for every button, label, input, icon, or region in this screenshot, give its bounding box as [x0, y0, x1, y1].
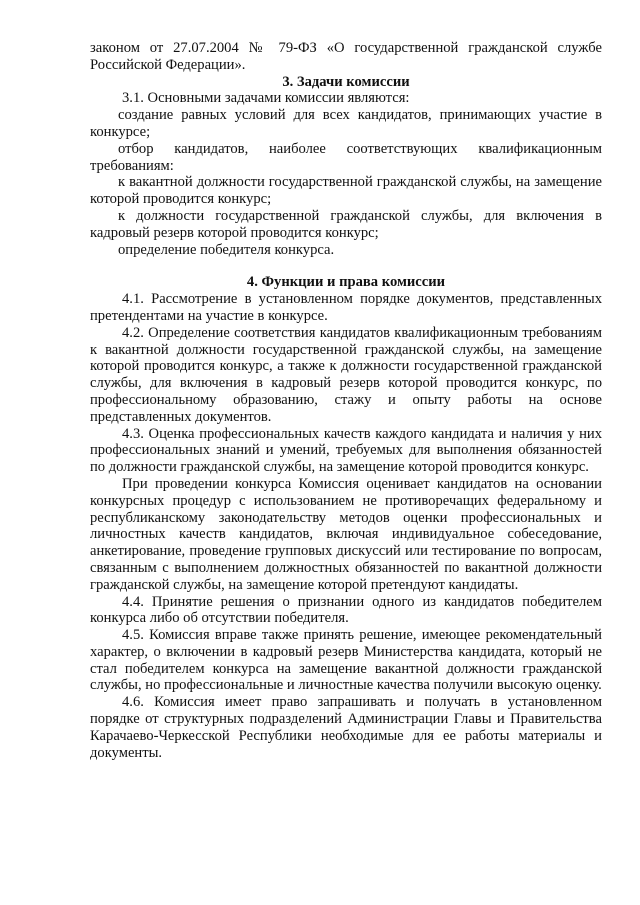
section-4-paragraph-7: 4.6. Комиссия имеет право запрашивать и получать в установленном порядке от структурных подразделений Администрации Главы и Правительства Карачаево-Черкесской Республики необходимые для ее работы материалы и документы.: [90, 694, 602, 761]
section-4-paragraph-3: 4.3. Оценка профессиональных качеств каждого кандидата и наличия у них профессиональных знаний и умений, требуемых для выполнения обязанностей по должности гражданской службы, на замещение которой проводится конкурс.: [90, 425, 602, 476]
section-3-paragraph-1: 3.1. Основными задачами комиссии являются:: [122, 90, 410, 107]
section-4-paragraph-6: 4.5. Комиссия вправе также принять решение, имеющее рекомендательный характер, о включении в кадровый резерв Министерства кандидата, который не стал победителем конкурса на замещение вакантной должности гражданской службы, но профессиональные и личностные качества получили высокую оценку.: [90, 627, 602, 694]
section-3-paragraph-5: к должности государственной гражданской службы, для включения в кадровый резерв которой проводится конкурс;: [90, 207, 602, 241]
section-3-paragraph-2: создание равных условий для всех кандидатов, принимающих участие в конкурсе;: [90, 107, 602, 140]
section-4-paragraph-5: 4.4. Принятие решения о признании одного из кандидатов победителем конкурса либо об отсутствии победителя.: [90, 593, 602, 627]
section-4-heading: 4. Функции и права комиссии: [246, 274, 446, 291]
section-3-paragraph-4: к вакантной должности государственной гражданской службы, на замещение которой проводится конкурс;: [90, 174, 602, 208]
section-3-paragraph-6: определение победителя конкурса.: [118, 241, 335, 258]
section-3-heading: 3. Задачи комиссии: [282, 73, 410, 90]
section-4-paragraph-4: При проведении конкурса Комиссия оценивает кандидатов на основании конкурсных процедур с использованием не противоречащих федеральному и республиканскому законодательству методов оценки профессиональных и личностных качеств кандидатов, включая индивидуальное собеседование, анкетирование, проведение групповых дискуссий или тестирование по вопросам, связанным с выполнением должностных обязанностей по вакантной должности гражданской службы, на замещение которой претендуют кандидаты.: [90, 475, 602, 593]
section-4-paragraph-1: 4.1. Рассмотрение в установленном порядке документов, представленных претендентами на участие в конкурсе.: [90, 291, 602, 324]
section-gap: [90, 258, 602, 274]
section-4-paragraph-2: 4.2. Определение соответствия кандидатов квалификационным требованиям к вакантной должности государственной гражданской службы, на замещение которой проводится конкурс, а также к должности государственной гражданской службы, для включения в кадровый резерв которой проводится конкурс, по профессиональному образованию, стажу и опыту работы на основе представленных документов.: [90, 324, 602, 425]
intro-paragraph: законом от 27.07.2004 № 79-ФЗ «О государственной гражданской службе Российской Федерации».: [90, 40, 602, 73]
section-3-paragraph-3: отбор кандидатов, наиболее соответствующих квалификационным требованиям:: [90, 140, 602, 174]
